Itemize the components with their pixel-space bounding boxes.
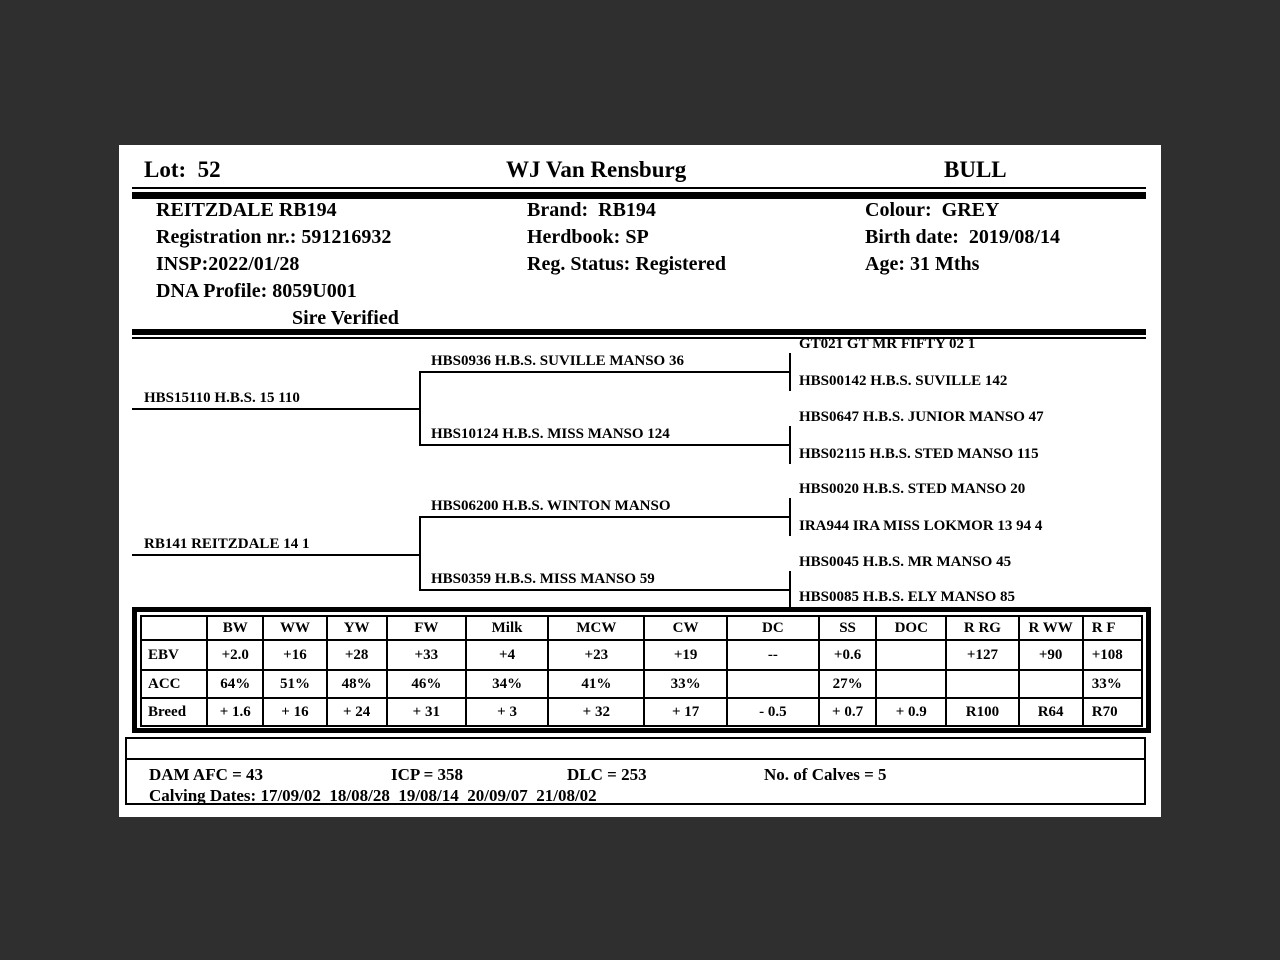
ebv-header-doc: DOC [876,616,946,640]
ebv-header-cw: CW [644,616,726,640]
breed-row [141,698,1142,726]
sire-verified-note: Sire Verified [292,307,399,329]
lot-number: Lot: 52 [144,157,221,182]
ebv-rf: +108 [1083,640,1142,670]
breed-rww: R64 [1019,698,1083,726]
ebv-header-bw: BW [207,616,263,640]
dam-box-divider [127,739,1144,760]
pedigree-line-dam-dam [419,589,791,591]
pedigree-sire-sire: HBS0936 H.B.S. SUVILLE MANSO 36 [431,353,684,369]
dam-info-box [125,737,1146,805]
ebv-header-dc: DC [727,616,819,640]
dam-calves-count: No. of Calves = 5 [764,765,887,784]
ebv-header-row [141,616,1142,640]
pedigree-gen3-4: HBS02115 H.B.S. STED MANSO 115 [799,446,1039,462]
breed-cw: + 17 [644,698,726,726]
pedigree-gen3-3: HBS0647 H.B.S. JUNIOR MANSO 47 [799,409,1044,425]
pedigree-line-sire [132,408,421,410]
colour: Colour: GREY [865,199,1000,221]
acc-cw: 33% [644,670,726,698]
ebv-header-rrg: R RG [946,616,1018,640]
ebv-yw: +28 [327,640,387,670]
dna-profile: DNA Profile: 8059U001 [156,280,357,302]
inspection-date: INSP:2022/01/28 [156,253,300,275]
acc-ww: 51% [263,670,326,698]
acc-rww [1019,670,1083,698]
breed-bw: + 1.6 [207,698,263,726]
ebv-header-ww: WW [263,616,326,640]
pedigree-sire-dam: HBS10124 H.B.S. MISS MANSO 124 [431,426,670,442]
ebv-rww: +90 [1019,640,1083,670]
pedigree-bracket-gen3-2 [789,426,791,464]
pedigree-line-sire-dam [419,444,791,446]
registration-number: Registration nr.: 591216932 [156,226,392,248]
breed-yw: + 24 [327,698,387,726]
owner-name: WJ Van Rensburg [506,157,687,182]
acc-mcw: 41% [548,670,644,698]
pedigree-bracket-sire [419,371,421,446]
pedigree-dam-sire: HBS06200 H.B.S. WINTON MANSO [431,498,671,514]
ebv-header-rf: R F [1083,616,1142,640]
acc-row-label: ACC [141,670,207,698]
acc-fw: 46% [387,670,466,698]
pedigree-gen3-6: IRA944 IRA MISS LOKMOR 13 94 4 [799,518,1043,534]
ebv-ww: +16 [263,640,326,670]
breed-row-label: Breed [141,698,207,726]
ebv-header-milk: Milk [466,616,548,640]
breed-ww: + 16 [263,698,326,726]
acc-yw: 48% [327,670,387,698]
ebv-milk: +4 [466,640,548,670]
pedigree-dam: RB141 REITZDALE 14 1 [144,536,310,552]
ebv-header-fw: FW [387,616,466,640]
pedigree-line-dam [132,554,421,556]
pedigree-gen3-2: HBS00142 H.B.S. SUVILLE 142 [799,373,1008,389]
breed-dc: - 0.5 [727,698,819,726]
acc-rrg [946,670,1018,698]
herdbook: Herdbook: SP [527,226,649,248]
ebv-doc [876,640,946,670]
ebv-mcw: +23 [548,640,644,670]
ebv-bw: +2.0 [207,640,263,670]
registration-status: Reg. Status: Registered [527,253,727,275]
pedigree-gen3-8: HBS0085 H.B.S. ELY MANSO 85 [799,589,1016,605]
ebv-header-ss: SS [819,616,876,640]
pedigree-bracket-dam [419,516,421,591]
details-middle-column [527,197,726,278]
age: Age: 31 Mths [865,253,980,275]
details-left-column [156,197,399,332]
brand: Brand: RB194 [527,199,656,221]
breed-milk: + 3 [466,698,548,726]
acc-dc [727,670,819,698]
ebv-table [140,615,1143,727]
calving-dates: Calving Dates: 17/09/02 18/08/28 19/08/14 20/09/07 21/08/02 [149,786,597,805]
dam-afc: DAM AFC = 43 [149,765,264,784]
pedigree-bracket-gen3-1 [789,353,791,391]
breed-doc: + 0.9 [876,698,946,726]
ebv-header-blank [141,616,207,640]
animal-name: REITZDALE RB194 [156,199,337,221]
pedigree-line-sire-sire [419,371,791,373]
dam-dlc: DLC = 253 [567,765,647,784]
acc-milk: 34% [466,670,548,698]
ebv-table-frame [132,607,1151,733]
pedigree-gen3-5: HBS0020 H.B.S. STED MANSO 20 [799,481,1026,497]
acc-bw: 64% [207,670,263,698]
pedigree-gen3-7: HBS0045 H.B.S. MR MANSO 45 [799,554,1012,570]
ebv-dc: -- [727,640,819,670]
pedigree-sire: HBS15110 H.B.S. 15 110 [144,390,300,406]
catalog-page [119,145,1161,817]
acc-row [141,670,1142,698]
ebv-header-mcw: MCW [548,616,644,640]
acc-rf: 33% [1083,670,1142,698]
details-divider [132,329,1146,339]
ebv-row-label: EBV [141,640,207,670]
pedigree-gen3-1: GT021 GT MR FIFTY 02 1 [799,336,976,352]
pedigree-bracket-gen3-3 [789,498,791,536]
pedigree-bracket-gen3-4 [789,571,791,609]
animal-type: BULL [944,157,1007,182]
ebv-header-rww: R WW [1019,616,1083,640]
ebv-header-yw: YW [327,616,387,640]
breed-mcw: + 32 [548,698,644,726]
breed-fw: + 31 [387,698,466,726]
ebv-fw: +33 [387,640,466,670]
breed-ss: + 0.7 [819,698,876,726]
breed-rrg: R100 [946,698,1018,726]
ebv-row [141,640,1142,670]
acc-doc [876,670,946,698]
dam-icp: ICP = 358 [391,765,464,784]
details-right-column [865,197,1060,278]
pedigree-dam-dam: HBS0359 H.B.S. MISS MANSO 59 [431,571,655,587]
ebv-cw: +19 [644,640,726,670]
acc-ss: 27% [819,670,876,698]
pedigree-line-dam-sire [419,516,791,518]
ebv-ss: +0.6 [819,640,876,670]
birth-date: Birth date: 2019/08/14 [865,226,1060,248]
breed-rf: R70 [1083,698,1142,726]
ebv-rrg: +127 [946,640,1018,670]
